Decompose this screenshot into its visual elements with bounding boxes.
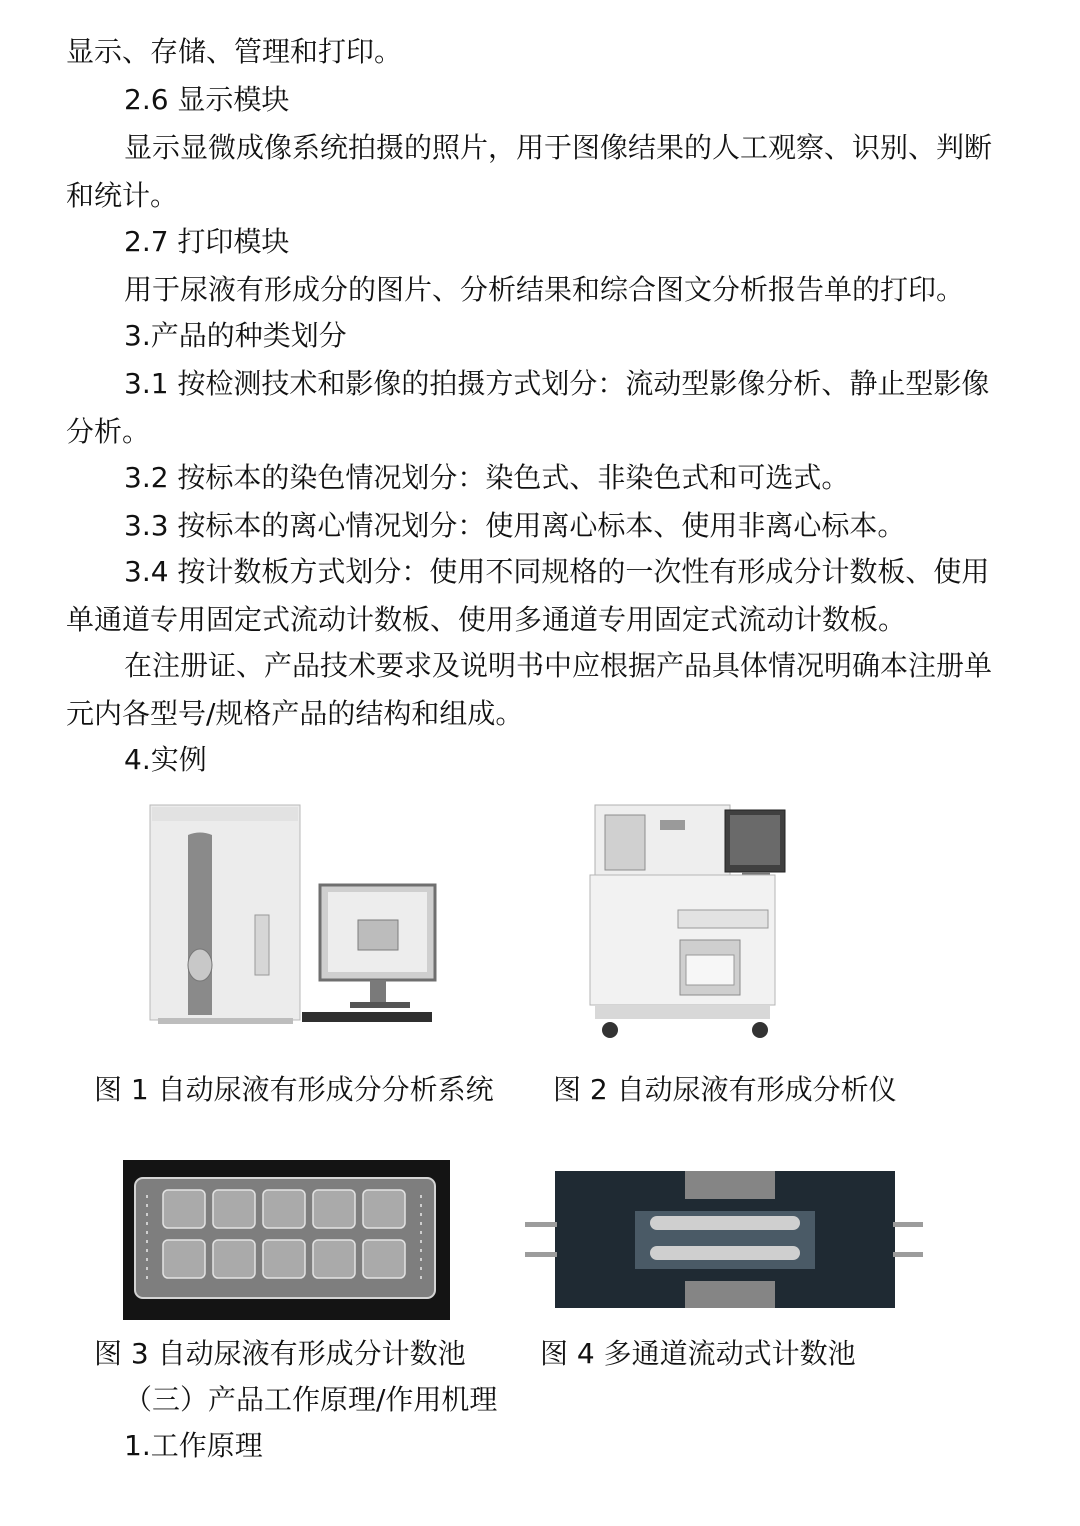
section-heading-2-7: 2.7 打印模块 bbox=[124, 225, 290, 258]
figure-4-caption: 图 4 多通道流动式计数池 bbox=[540, 1337, 856, 1370]
text-line-12: 3.4 按计数板方式划分：使用不同规格的一次性有形成分计数板、使用 bbox=[124, 555, 990, 588]
text-line-11: 3.3 按标本的离心情况划分：使用离心标本、使用非离心标本。 bbox=[124, 509, 906, 542]
text-line-3: 显示显微成像系统拍摄的照片，用于图像结果的人工观察、识别、判断 bbox=[124, 131, 993, 164]
text-line-9: 分析。 bbox=[66, 415, 151, 448]
figure-2-image bbox=[520, 800, 860, 1045]
section-heading-working-principle: 1.工作原理 bbox=[124, 1429, 263, 1462]
text-line-10: 3.2 按标本的染色情况划分：染色式、非染色式和可选式。 bbox=[124, 461, 850, 494]
section-heading-4: 4.实例 bbox=[124, 743, 207, 776]
section-heading-iii: （三）产品工作原理/作用机理 bbox=[124, 1383, 498, 1416]
text-line-6: 用于尿液有形成分的图片、分析结果和综合图文分析报告单的打印。 bbox=[124, 273, 965, 306]
text-line-14: 在注册证、产品技术要求及说明书中应根据产品具体情况明确本注册单 bbox=[124, 649, 993, 682]
text-line-4: 和统计。 bbox=[66, 179, 179, 212]
text-line-8: 3.1 按检测技术和影像的拍摄方式划分：流动型影像分析、静止型影像 bbox=[124, 367, 990, 400]
section-heading-3: 3.产品的种类划分 bbox=[124, 319, 347, 352]
text-line-15: 元内各型号/规格产品的结构和组成。 bbox=[66, 697, 524, 730]
figure-4-image bbox=[520, 1166, 925, 1311]
figure-1-image bbox=[130, 800, 470, 1035]
figure-1-caption: 图 1 自动尿液有形成分分析系统 bbox=[94, 1073, 494, 1106]
figure-2-caption: 图 2 自动尿液有形成分析仪 bbox=[553, 1073, 897, 1106]
section-heading-2-6: 2.6 显示模块 bbox=[124, 83, 290, 116]
figure-3-caption: 图 3 自动尿液有形成分计数池 bbox=[94, 1337, 466, 1370]
text-line-1: 显示、存储、管理和打印。 bbox=[66, 35, 403, 68]
figure-3-image bbox=[123, 1160, 450, 1320]
text-line-13: 单通道专用固定式流动计数板、使用多通道专用固定式流动计数板。 bbox=[66, 603, 907, 636]
